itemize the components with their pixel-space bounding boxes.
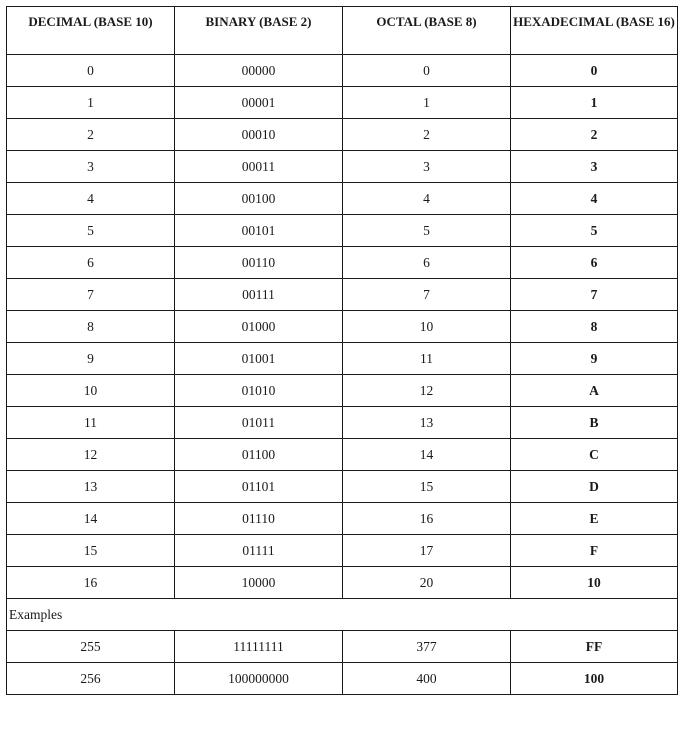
- cell-decimal: 11: [7, 407, 175, 439]
- cell-decimal: 1: [7, 87, 175, 119]
- cell-hex: FF: [511, 631, 678, 663]
- table-row: [7, 55, 678, 87]
- cell-decimal: 15: [7, 535, 175, 567]
- cell-decimal: 5: [7, 215, 175, 247]
- conversion-table-wrapper: [6, 6, 678, 695]
- cell-decimal: 7: [7, 279, 175, 311]
- cell-octal: 5: [343, 215, 511, 247]
- examples-label-row: [7, 599, 678, 631]
- cell-hex: 2: [511, 119, 678, 151]
- cell-octal: 7: [343, 279, 511, 311]
- cell-octal: 1: [343, 87, 511, 119]
- cell-decimal: 14: [7, 503, 175, 535]
- cell-hex: 8: [511, 311, 678, 343]
- cell-binary: 10000: [175, 567, 343, 599]
- cell-octal: 16: [343, 503, 511, 535]
- cell-octal: 15: [343, 471, 511, 503]
- cell-decimal: 256: [7, 663, 175, 695]
- table-row: [7, 439, 678, 471]
- cell-decimal: 12: [7, 439, 175, 471]
- cell-octal: 6: [343, 247, 511, 279]
- cell-decimal: 4: [7, 183, 175, 215]
- cell-binary: 01000: [175, 311, 343, 343]
- cell-octal: 400: [343, 663, 511, 695]
- header-decimal: DECIMAL (BASE 10): [7, 7, 175, 55]
- cell-octal: 11: [343, 343, 511, 375]
- table-row: [7, 183, 678, 215]
- cell-hex: 4: [511, 183, 678, 215]
- table-row: [7, 407, 678, 439]
- cell-binary: 01010: [175, 375, 343, 407]
- cell-octal: 14: [343, 439, 511, 471]
- cell-binary: 100000000: [175, 663, 343, 695]
- cell-decimal: 10: [7, 375, 175, 407]
- cell-hex: 9: [511, 343, 678, 375]
- table-row: [7, 343, 678, 375]
- cell-octal: 3: [343, 151, 511, 183]
- cell-hex: E: [511, 503, 678, 535]
- cell-binary: 11111111: [175, 631, 343, 663]
- cell-binary: 00011: [175, 151, 343, 183]
- table-row: [7, 247, 678, 279]
- cell-hex: 1: [511, 87, 678, 119]
- cell-hex: F: [511, 535, 678, 567]
- cell-decimal: 16: [7, 567, 175, 599]
- cell-decimal: 8: [7, 311, 175, 343]
- cell-binary: 00000: [175, 55, 343, 87]
- cell-octal: 4: [343, 183, 511, 215]
- cell-binary: 00101: [175, 215, 343, 247]
- example-row: [7, 663, 678, 695]
- cell-binary: 00100: [175, 183, 343, 215]
- table-row: [7, 535, 678, 567]
- cell-binary: 01111: [175, 535, 343, 567]
- cell-binary: 00110: [175, 247, 343, 279]
- cell-binary: 00001: [175, 87, 343, 119]
- cell-decimal: 3: [7, 151, 175, 183]
- cell-decimal: 6: [7, 247, 175, 279]
- table-row: [7, 375, 678, 407]
- cell-octal: 10: [343, 311, 511, 343]
- number-base-conversion-table: [6, 6, 678, 695]
- cell-binary: 01001: [175, 343, 343, 375]
- cell-hex: D: [511, 471, 678, 503]
- cell-octal: 17: [343, 535, 511, 567]
- cell-binary: 01100: [175, 439, 343, 471]
- header-binary: BINARY (BASE 2): [175, 7, 343, 55]
- table-row: [7, 119, 678, 151]
- table-row: [7, 503, 678, 535]
- example-row: [7, 631, 678, 663]
- cell-binary: 01011: [175, 407, 343, 439]
- table-row: [7, 471, 678, 503]
- header-octal: OCTAL (BASE 8): [343, 7, 511, 55]
- header-hexadecimal: HEXADECIMAL (BASE 16): [511, 7, 678, 55]
- cell-hex: 0: [511, 55, 678, 87]
- cell-octal: 20: [343, 567, 511, 599]
- cell-binary: 01101: [175, 471, 343, 503]
- cell-decimal: 255: [7, 631, 175, 663]
- cell-binary: 00010: [175, 119, 343, 151]
- cell-octal: 13: [343, 407, 511, 439]
- cell-hex: 6: [511, 247, 678, 279]
- cell-hex: 5: [511, 215, 678, 247]
- header-row: [7, 7, 678, 55]
- cell-decimal: 9: [7, 343, 175, 375]
- cell-hex: C: [511, 439, 678, 471]
- table-row: [7, 87, 678, 119]
- cell-hex: B: [511, 407, 678, 439]
- table-body: [7, 55, 678, 695]
- table-row: [7, 215, 678, 247]
- table-row: [7, 279, 678, 311]
- cell-binary: 00111: [175, 279, 343, 311]
- cell-octal: 12: [343, 375, 511, 407]
- cell-decimal: 13: [7, 471, 175, 503]
- cell-octal: 2: [343, 119, 511, 151]
- cell-hex: 7: [511, 279, 678, 311]
- table-row: [7, 567, 678, 599]
- cell-hex: 3: [511, 151, 678, 183]
- cell-octal: 377: [343, 631, 511, 663]
- cell-hex: 10: [511, 567, 678, 599]
- cell-hex: A: [511, 375, 678, 407]
- cell-binary: 01110: [175, 503, 343, 535]
- table-row: [7, 311, 678, 343]
- cell-octal: 0: [343, 55, 511, 87]
- cell-hex: 100: [511, 663, 678, 695]
- cell-decimal: 0: [7, 55, 175, 87]
- table-row: [7, 151, 678, 183]
- cell-decimal: 2: [7, 119, 175, 151]
- examples-label: Examples: [7, 599, 678, 631]
